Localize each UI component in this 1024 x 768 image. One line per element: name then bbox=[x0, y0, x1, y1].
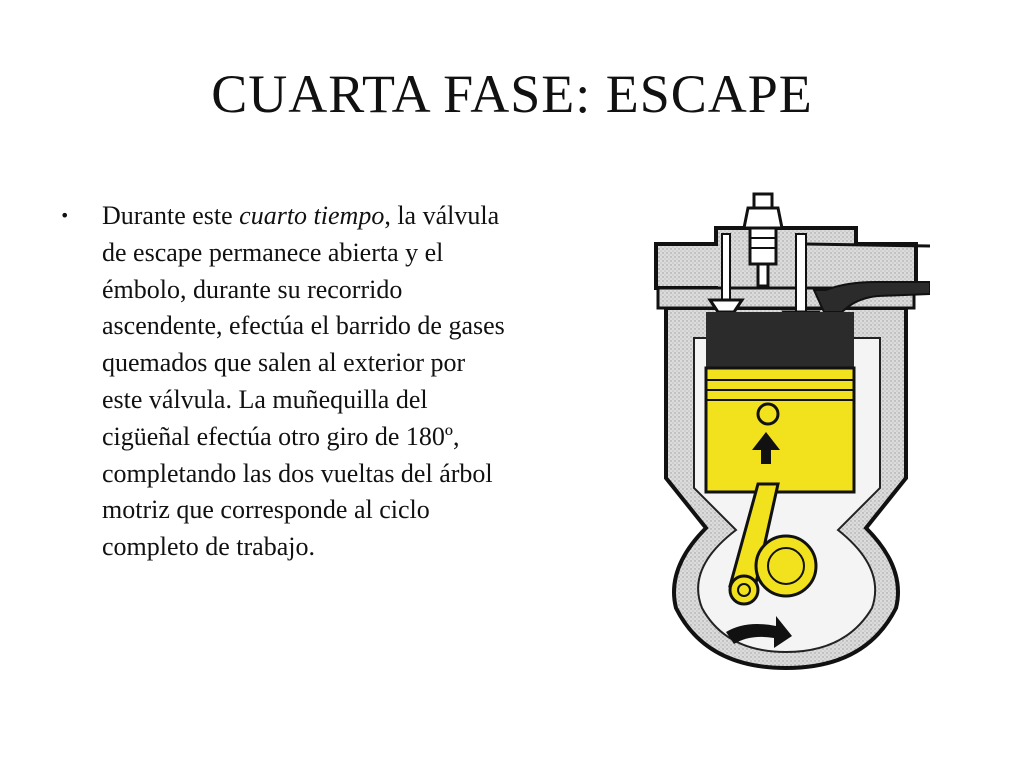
text-italic: cuarto tiempo bbox=[239, 201, 385, 230]
bullet-text bbox=[102, 198, 506, 566]
slide-title: CUARTA FASE: ESCAPE bbox=[211, 64, 813, 124]
bullet-list bbox=[56, 198, 506, 566]
bullet-icon: • bbox=[60, 206, 70, 225]
text-before: Durante este bbox=[102, 201, 240, 230]
engine-exhaust-illustration bbox=[646, 188, 930, 672]
piston-pin bbox=[758, 404, 778, 424]
piston-icon bbox=[706, 368, 854, 492]
list-item bbox=[56, 198, 506, 566]
text-after: , la válvula de escape permanece abierta y el émbolo, durante su recorrido ascendente, efectúa el barrido de gases quemados que salen al exterior por este válvula. La muñequilla del cigüeñal efectúa otro giro de 180º, completando las dos vueltas del árbol motriz que corresponde al ciclo completo de trabajo. bbox=[102, 201, 505, 562]
burnt-gas-chamber bbox=[706, 312, 854, 368]
